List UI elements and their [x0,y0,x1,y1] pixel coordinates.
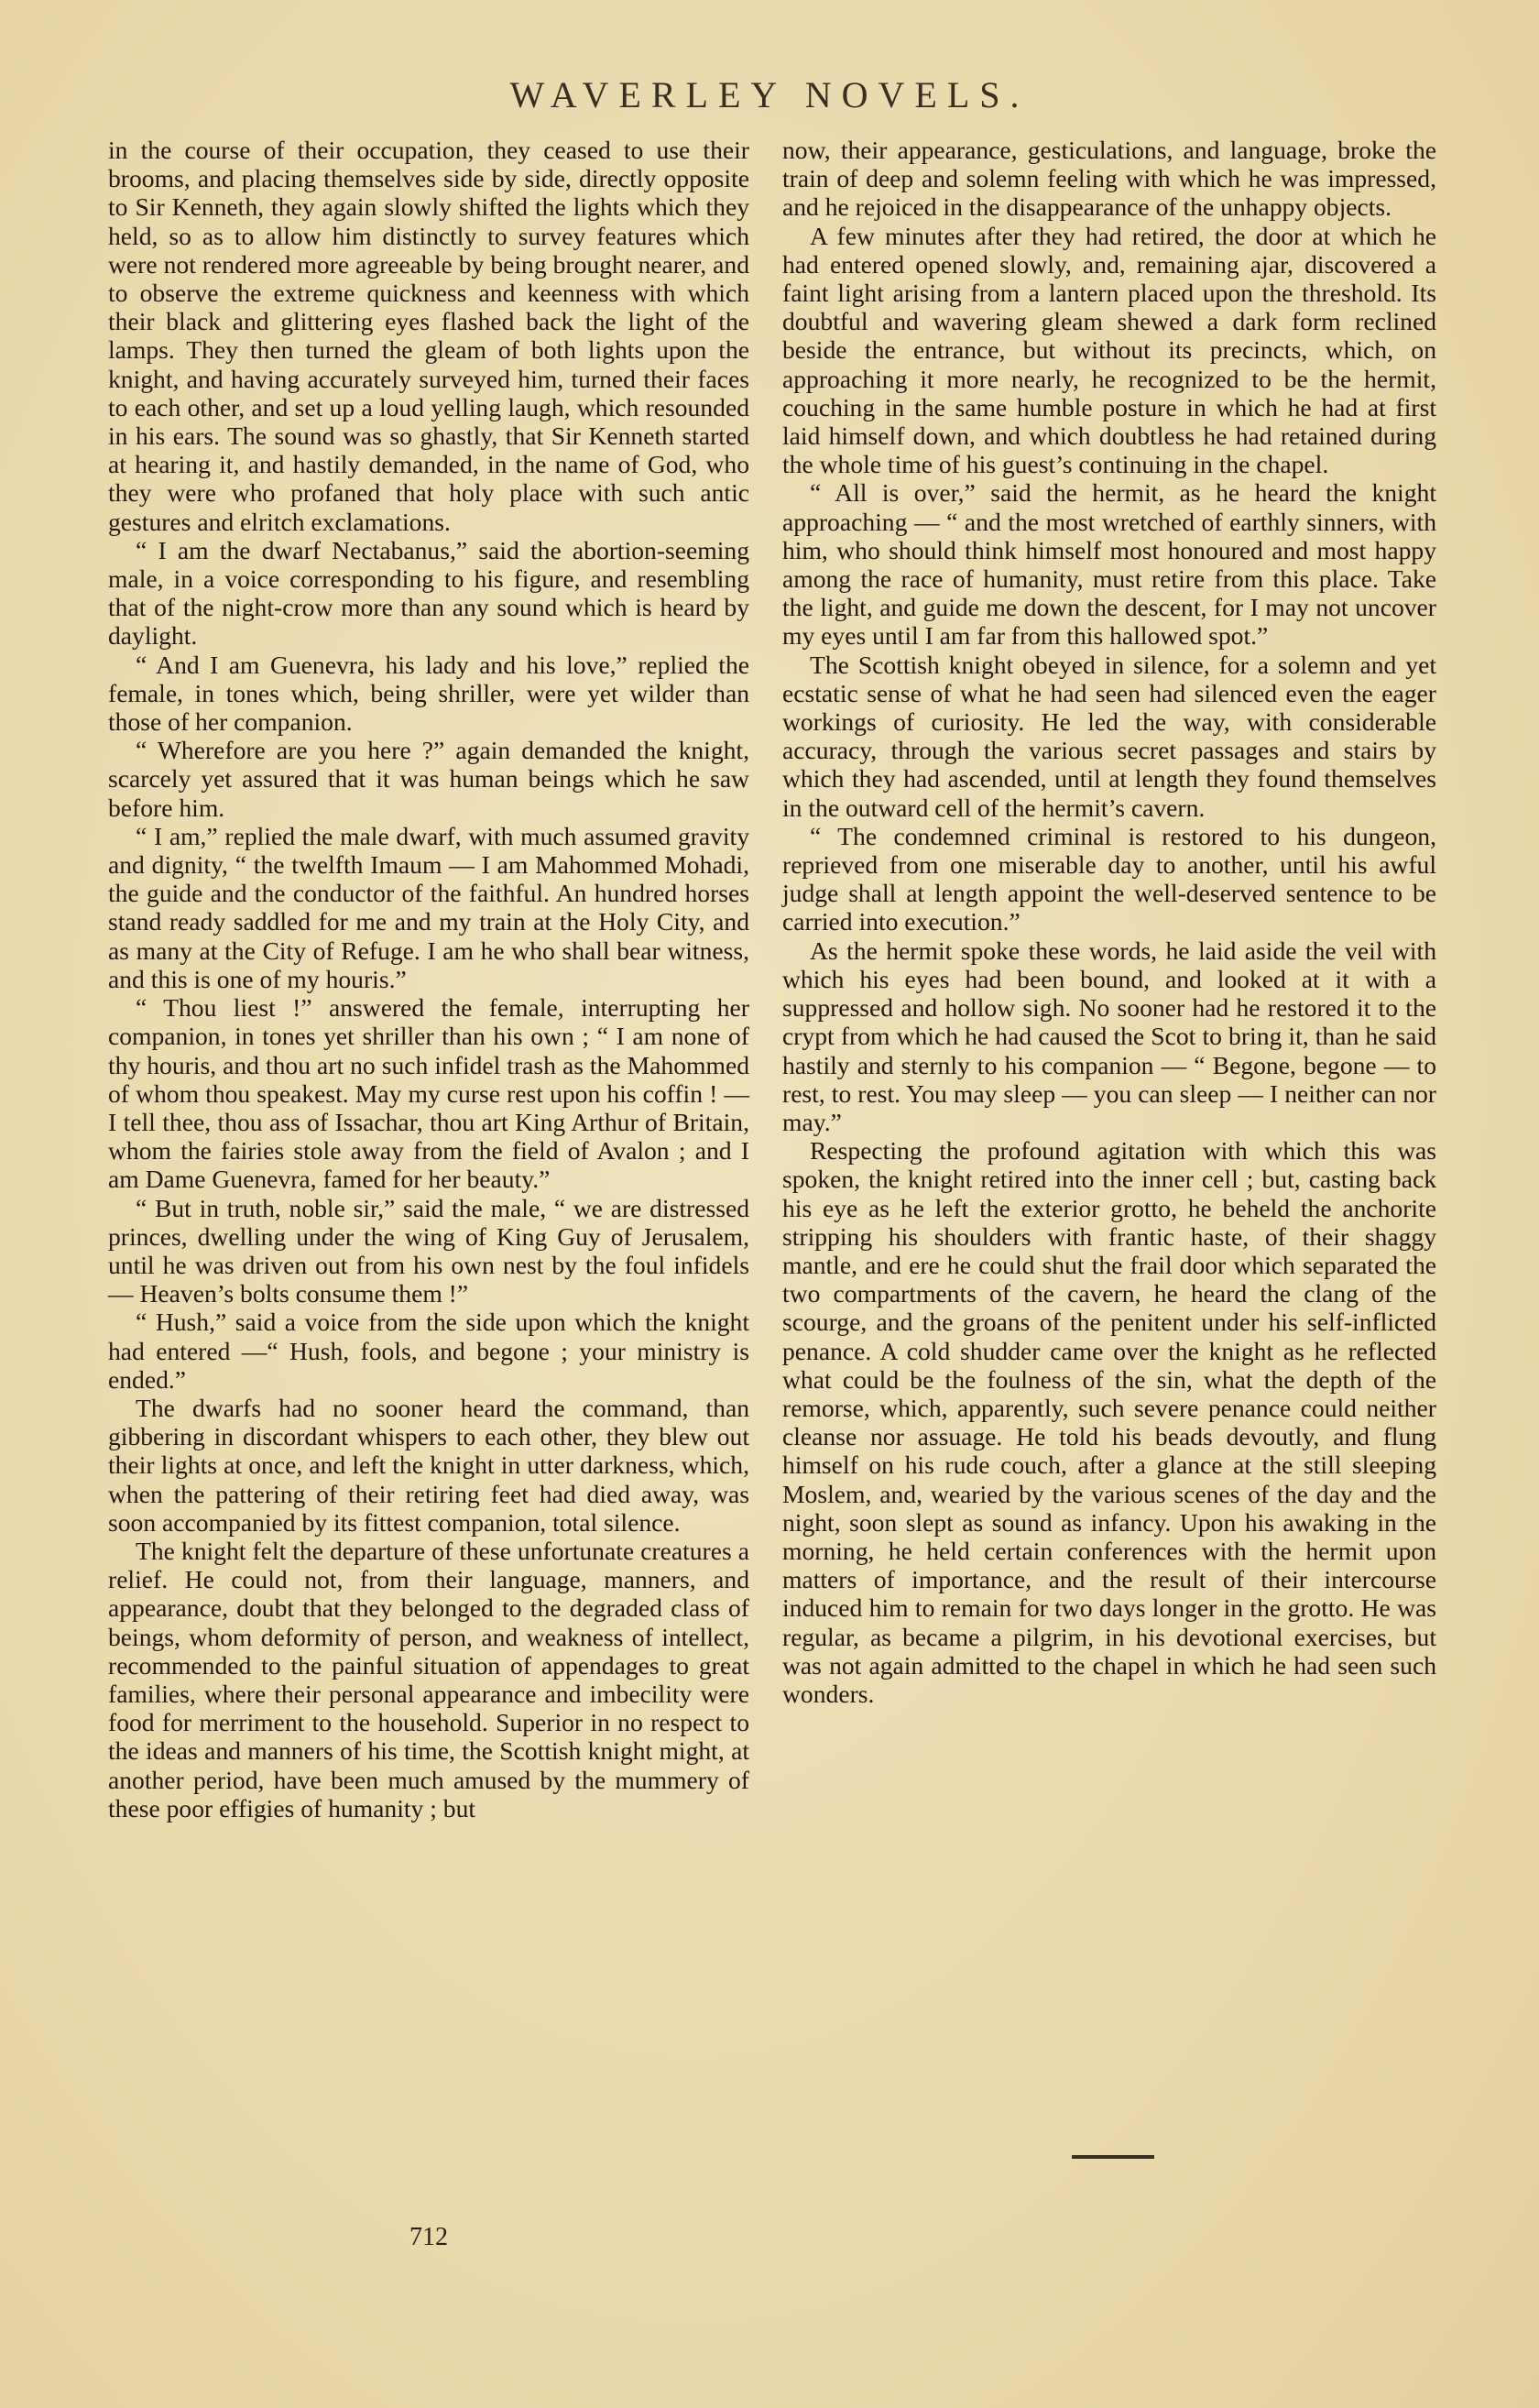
right-column [782,136,1436,1708]
paragraph: As the hermit spoke these words, he laid aside the veil with which his eyes had been bound, and looked at it with a suppressed and hollow sigh. No sooner had he restored it to the crypt from which he had caused the Scot to bring it, than he said hastily and sternly to his companion — “ Begone, begone — to rest, to rest. You may sleep — you can sleep — I neither can nor may.” [782,936,1436,1136]
paragraph: “ Wherefore are you here ?” again demanded the knight, scarcely yet assured that it was human beings which he saw before him. [108,736,749,822]
paragraph: in the course of their occupation, they ceased to use their brooms, and placing themselves side by side, directly opposite to Sir Kenneth, they again slowly shifted the lights which they held, so as to allow him distinctly to survey features which were not rendered more agreeable by being brought nearer, and to observe the extreme quickness and keenness with which their black and glittering eyes flashed back the light of the lamps. They then turned the gleam of both lights upon the knight, and having accurately surveyed him, turned their faces to each other, and set up a loud yelling laugh, which resounded in his ears. The sound was so ghastly, that Sir Kenneth started at hearing it, and hastily demanded, in the name of God, who they were who profaned that holy place with such antic gestures and elritch exclamations. [108,136,749,536]
paragraph: now, their appearance, gesticulations, and language, broke the train of deep and solemn feeling with which he was impressed, and he rejoiced in the disappearance of the unhappy objects. [782,136,1436,222]
paragraph: “ The condemned criminal is restored to his dungeon, reprieved from one miserable day to another, until his awful judge shall at length appoint the well-deserved sentence to be carried into execution.” [782,821,1436,936]
paragraph: “ And I am Guenevra, his lady and his love,” replied the female, in tones which, being shriller, were yet wilder than those of her companion. [108,650,749,737]
paragraph: Respecting the profound agitation with which this was spoken, the knight retired into the inner cell ; but, casting back his eye as he left the exterior grotto, he beheld the anchorite stripping his shoulders with frantic haste, of their shaggy mantle, and ere he could shut the frail door which separated the two compartments of the cavern, he heard the clang of the scourge, and the groans of the penitent under his self-inflicted penance. A cold shudder came over the knight as he reflected what could be the foulness of the sin, what the depth of the remorse, which, apparently, such severe penance could neither cleanse nor assuage. He told his beads devoutly, and flung himself on his rude couch, after a glance at the still sleeping Moslem, and, wearied by the various scenes of the day and the night, soon slept as sound as infancy. Upon his awaking in the morning, he held certain conferences with the hermit upon matters of importance, and the result of their intercourse induced him to remain for two days longer in the grotto. He was regular, as became a pilgrim, in his devotional exercises, but was not again admitted to the chapel in which he had seen such wonders. [782,1136,1436,1708]
paragraph: The Scottish knight obeyed in silence, for a solemn and yet ecstatic sense of what he had seen had silenced even the eager workings of curiosity. He led the way, with considerable accuracy, through the various secret passages and stairs by which they had ascended, until at length they found themselves in the outward cell of the hermit’s cavern. [782,650,1436,822]
section-end-rule [1072,2155,1154,2159]
paragraph: The knight felt the departure of these unfortunate creatures a relief. He could not, from their language, manners, and appearance, doubt that they belonged to the degraded class of beings, whom deformity of person, and weakness of intellect, recommended to the painful situation of appendages to great families, where their personal appearance and imbecility were food for merriment to the household. Superior in no respect to the ideas and manners of his time, the Scottish knight might, at another period, have been much amused by the mummery of these poor effigies of humanity ; but [108,1536,749,1822]
paragraph: “ But in truth, noble sir,” said the male, “ we are distressed princes, dwelling under the wing of King Guy of Jerusalem, until he was driven out from his own nest by the foul infidels — Heaven’s bolts consume them !” [108,1193,749,1308]
paragraph: “ Hush,” said a voice from the side upon which the knight had entered —“ Hush, fools, and begone ; your ministry is ended.” [108,1308,749,1394]
left-column [108,136,749,1822]
paragraph: “ Thou liest !” answered the female, interrupting her companion, in tones yet shriller than his own ; “ I am none of thy houris, and thou art no such infidel trash as the Mahommed of whom thou speakest. May my curse rest upon his coffin ! — I tell thee, thou ass of Issachar, thou art King Arthur of Britain, whom the fairies stole away from the field of Avalon ; and I am Dame Guenevra, famed for her beauty.” [108,993,749,1194]
paragraph: “ I am the dwarf Nectabanus,” said the abortion-seeming male, in a voice corresponding to his figure, and resembling that of the night-crow more than any sound which is heard by daylight. [108,535,749,651]
paragraph: “ I am,” replied the male dwarf, with much assumed gravity and dignity, “ the twelfth Imaum — I am Mahommed Mohadi, the guide and the conductor of the faithful. An hundred horses stand ready saddled for me and my train at the Holy City, and as many at the City of Refuge. I am he who shall bear witness, and this is one of my houris.” [108,821,749,993]
paragraph: A few minutes after they had retired, the door at which he had entered opened slowly, and, remaining ajar, discovered a faint light arising from a lantern placed upon the threshold. Its doubtful and wavering gleam shewed a dark form reclined beside the entrance, but without its precincts, which, on approaching it more nearly, he recognized to be the hermit, couching in the same humble posture in which he had at first laid himself down, and which doubtless he had retained during the whole time of his guest’s continuing in the chapel. [782,221,1436,479]
page-number: 712 [409,2223,448,2251]
running-head: WAVERLEY NOVELS. [509,74,1030,115]
paragraph: The dwarfs had no sooner heard the command, than gibbering in discordant whispers to each other, they blew out their lights at once, and left the knight in utter darkness, which, when the pattering of their retiring feet had died away, was soon accompanied by its fittest companion, total silence. [108,1393,749,1537]
paragraph: “ All is over,” said the hermit, as he heard the knight approaching — “ and the most wretched of earthly sinners, with him, who should think himself most honoured and most happy among the race of humanity, must retire from this place. Take the light, and guide me down the descent, for I may not uncover my eyes until I am far from this hallowed spot.” [782,478,1436,651]
